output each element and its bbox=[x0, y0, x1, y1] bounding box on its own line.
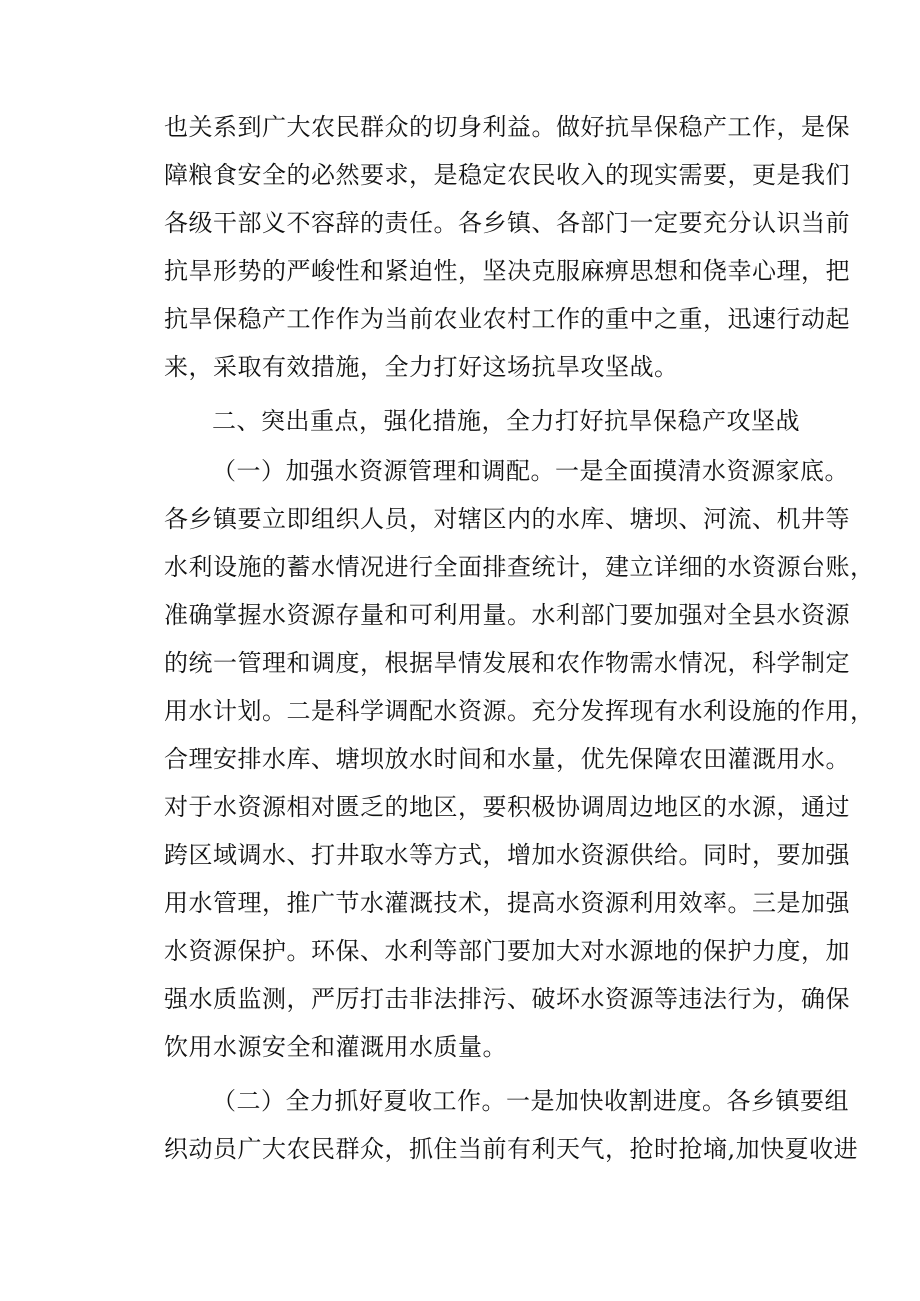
paragraph-line: 水资源保护。环保、水利等部门要加大对水源地的保护力度，加 bbox=[164, 937, 850, 965]
paragraph-line: 的统一管理和调度，根据旱情发展和农作物需水情况，科学制定 bbox=[164, 649, 850, 677]
paragraph-line: 也关系到广大农民群众的切身利益。做好抗旱保稳产工作，是保 bbox=[164, 113, 850, 141]
paragraph-line: 跨区域调水、打井取水等方式，增加水资源供给。同时，要加强 bbox=[164, 841, 850, 869]
paragraph-line: 合理安排水库、塘坝放水时间和水量，优先保障农田灌溉用水。 bbox=[164, 745, 850, 773]
paragraph-line: 织动员广大农民群众，抓住当前有利天气，抢时抢墒,加快夏收进 bbox=[164, 1135, 859, 1163]
paragraph-line: 各乡镇要立即组织人员，对辖区内的水库、塘坝、河流、机井等 bbox=[164, 505, 850, 533]
paragraph-line: 用水管理，推广节水灌溉技术，提高水资源利用效率。三是加强 bbox=[164, 889, 850, 917]
paragraph-line: 抗旱保稳产工作作为当前农业农村工作的重中之重，迅速行动起 bbox=[164, 305, 850, 333]
paragraph-line: 障粮食安全的必然要求，是稳定农民收入的现实需要，更是我们 bbox=[164, 161, 850, 189]
paragraph-line: 各级干部义不容辞的责任。各乡镇、各部门一定要充分认识当前 bbox=[164, 209, 850, 237]
paragraph-line: （二）全力抓好夏收工作。一是加快收割进度。各乡镇要组 bbox=[212, 1087, 849, 1115]
paragraph-line: 用水计划。二是科学调配水资源。充分发挥现有水利设施的作用， bbox=[164, 697, 875, 725]
paragraph-line: 准确掌握水资源存量和可利用量。水利部门要加强对全县水资源 bbox=[164, 601, 850, 629]
paragraph-line: 来，采取有效措施，全力打好这场抗旱攻坚战。 bbox=[164, 353, 679, 381]
section-heading: 二、突出重点，强化措施，全力打好抗旱保稳产攻坚战 bbox=[212, 407, 800, 435]
paragraph-line: 对于水资源相对匮乏的地区，要积极协调周边地区的水源，通过 bbox=[164, 793, 850, 821]
paragraph-line: 强水质监测，严厉打击非法排污、破坏水资源等违法行为，确保 bbox=[164, 985, 850, 1013]
paragraph-line: 饮用水源安全和灌溉用水质量。 bbox=[164, 1033, 507, 1061]
paragraph-line: 抗旱形势的严峻性和紧迫性，坚决克服麻痹思想和侥幸心理，把 bbox=[164, 257, 850, 285]
paragraph-line: 水利设施的蓄水情况进行全面排查统计，建立详细的水资源台账， bbox=[164, 553, 875, 581]
paragraph-line: （一）加强水资源管理和调配。一是全面摸清水资源家底。 bbox=[212, 457, 849, 485]
